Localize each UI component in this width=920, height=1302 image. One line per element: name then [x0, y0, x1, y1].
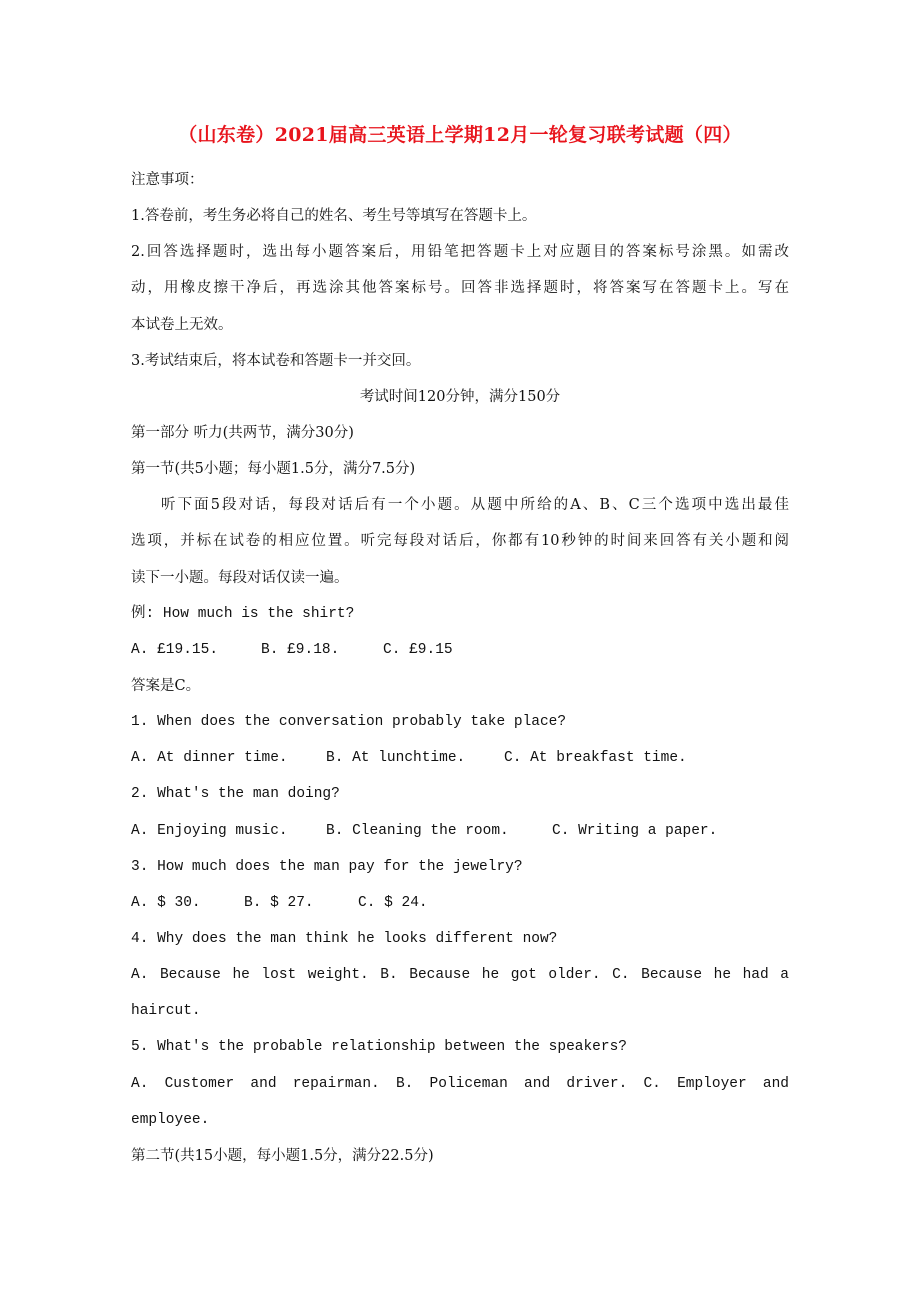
example-options	[131, 632, 789, 668]
question-5-options-line-1: A. Customer and repairman. B. Policeman and driver. C. Employer and	[131, 1075, 789, 1092]
option: B. $ 27.	[244, 894, 314, 911]
question-4: 4. Why does the man think he looks different now?	[131, 930, 558, 947]
notice-item-2-line-3: 本试卷上无效。	[131, 316, 233, 333]
question-3-options	[131, 885, 789, 921]
exam-time: 考试时间120分钟，满分150分	[359, 388, 561, 405]
notice-heading: 注意事项：	[131, 172, 204, 188]
example-answer: 答案是C。	[131, 677, 201, 694]
notice-item-2-line-2: 动，用橡皮擦干净后，再选涂其他答案标号。回答非选择题时，将答案写在答题卡上。写在	[131, 280, 789, 297]
question-4-options-line-2: haircut.	[131, 1003, 201, 1020]
option: B. At lunchtime.	[326, 750, 466, 767]
option: C. £9.15	[383, 641, 453, 658]
instructions-line-1: 听下面5段对话，每段对话后有一个小题。从题中所给的A、B、C三个选项中选出最佳	[161, 497, 789, 514]
option: C. $ 24.	[358, 894, 428, 911]
option: C. Writing a paper.	[552, 822, 718, 839]
option: A. $ 30.	[131, 894, 201, 911]
question-4-options-line-1: A. Because he lost weight. B. Because he got older. C. Because he had a	[131, 967, 789, 984]
section1-heading: 第一节(共5小题；每小题1.5分，满分7.5分)	[131, 461, 416, 478]
example-question: 例: How much is the shirt?	[131, 605, 355, 622]
option: A. £19.15.	[131, 641, 219, 658]
option: B. Cleaning the room.	[326, 822, 509, 839]
instructions-line-2: 选项，并标在试卷的相应位置。听完每段对话后，你都有10秒钟的时间来回答有关小题和阅	[131, 533, 789, 550]
question-5-options-line-2: employee.	[131, 1111, 210, 1128]
notice-item-3: 3.考试结束后，将本试卷和答题卡一并交回。	[131, 352, 421, 369]
option: A. At dinner time.	[131, 750, 288, 767]
question-2: 2. What's the man doing?	[131, 786, 340, 803]
question-1-options	[131, 740, 789, 776]
section2-heading: 第二节(共15小题，每小题1.5分，满分22.5分)	[131, 1147, 434, 1164]
question-5: 5. What's the probable relationship between the speakers?	[131, 1039, 627, 1056]
notice-item-1: 1.答卷前，考生务必将自己的姓名、考生号等填写在答题卡上。	[131, 208, 537, 225]
option: B. £9.18.	[261, 641, 340, 658]
document-title: （山东卷）2021届高三英语上学期12月一轮复习联考试题（四）	[178, 124, 742, 146]
instructions-line-3: 读下一小题。每段对话仅读一遍。	[131, 569, 349, 586]
question-3: 3. How much does the man pay for the jewelry?	[131, 858, 523, 875]
option: C. At breakfast time.	[504, 750, 687, 767]
notice-item-2-line-1: 2.回答选择题时，选出每小题答案后，用铅笔把答题卡上对应题目的答案标号涂黑。如需改	[131, 244, 789, 261]
question-1: 1. When does the conversation probably take place?	[131, 714, 567, 731]
document-body	[131, 162, 789, 1174]
question-2-options	[131, 813, 789, 849]
part1-heading: 第一部分 听力(共两节，满分30分)	[131, 424, 354, 441]
option: A. Enjoying music.	[131, 822, 288, 839]
